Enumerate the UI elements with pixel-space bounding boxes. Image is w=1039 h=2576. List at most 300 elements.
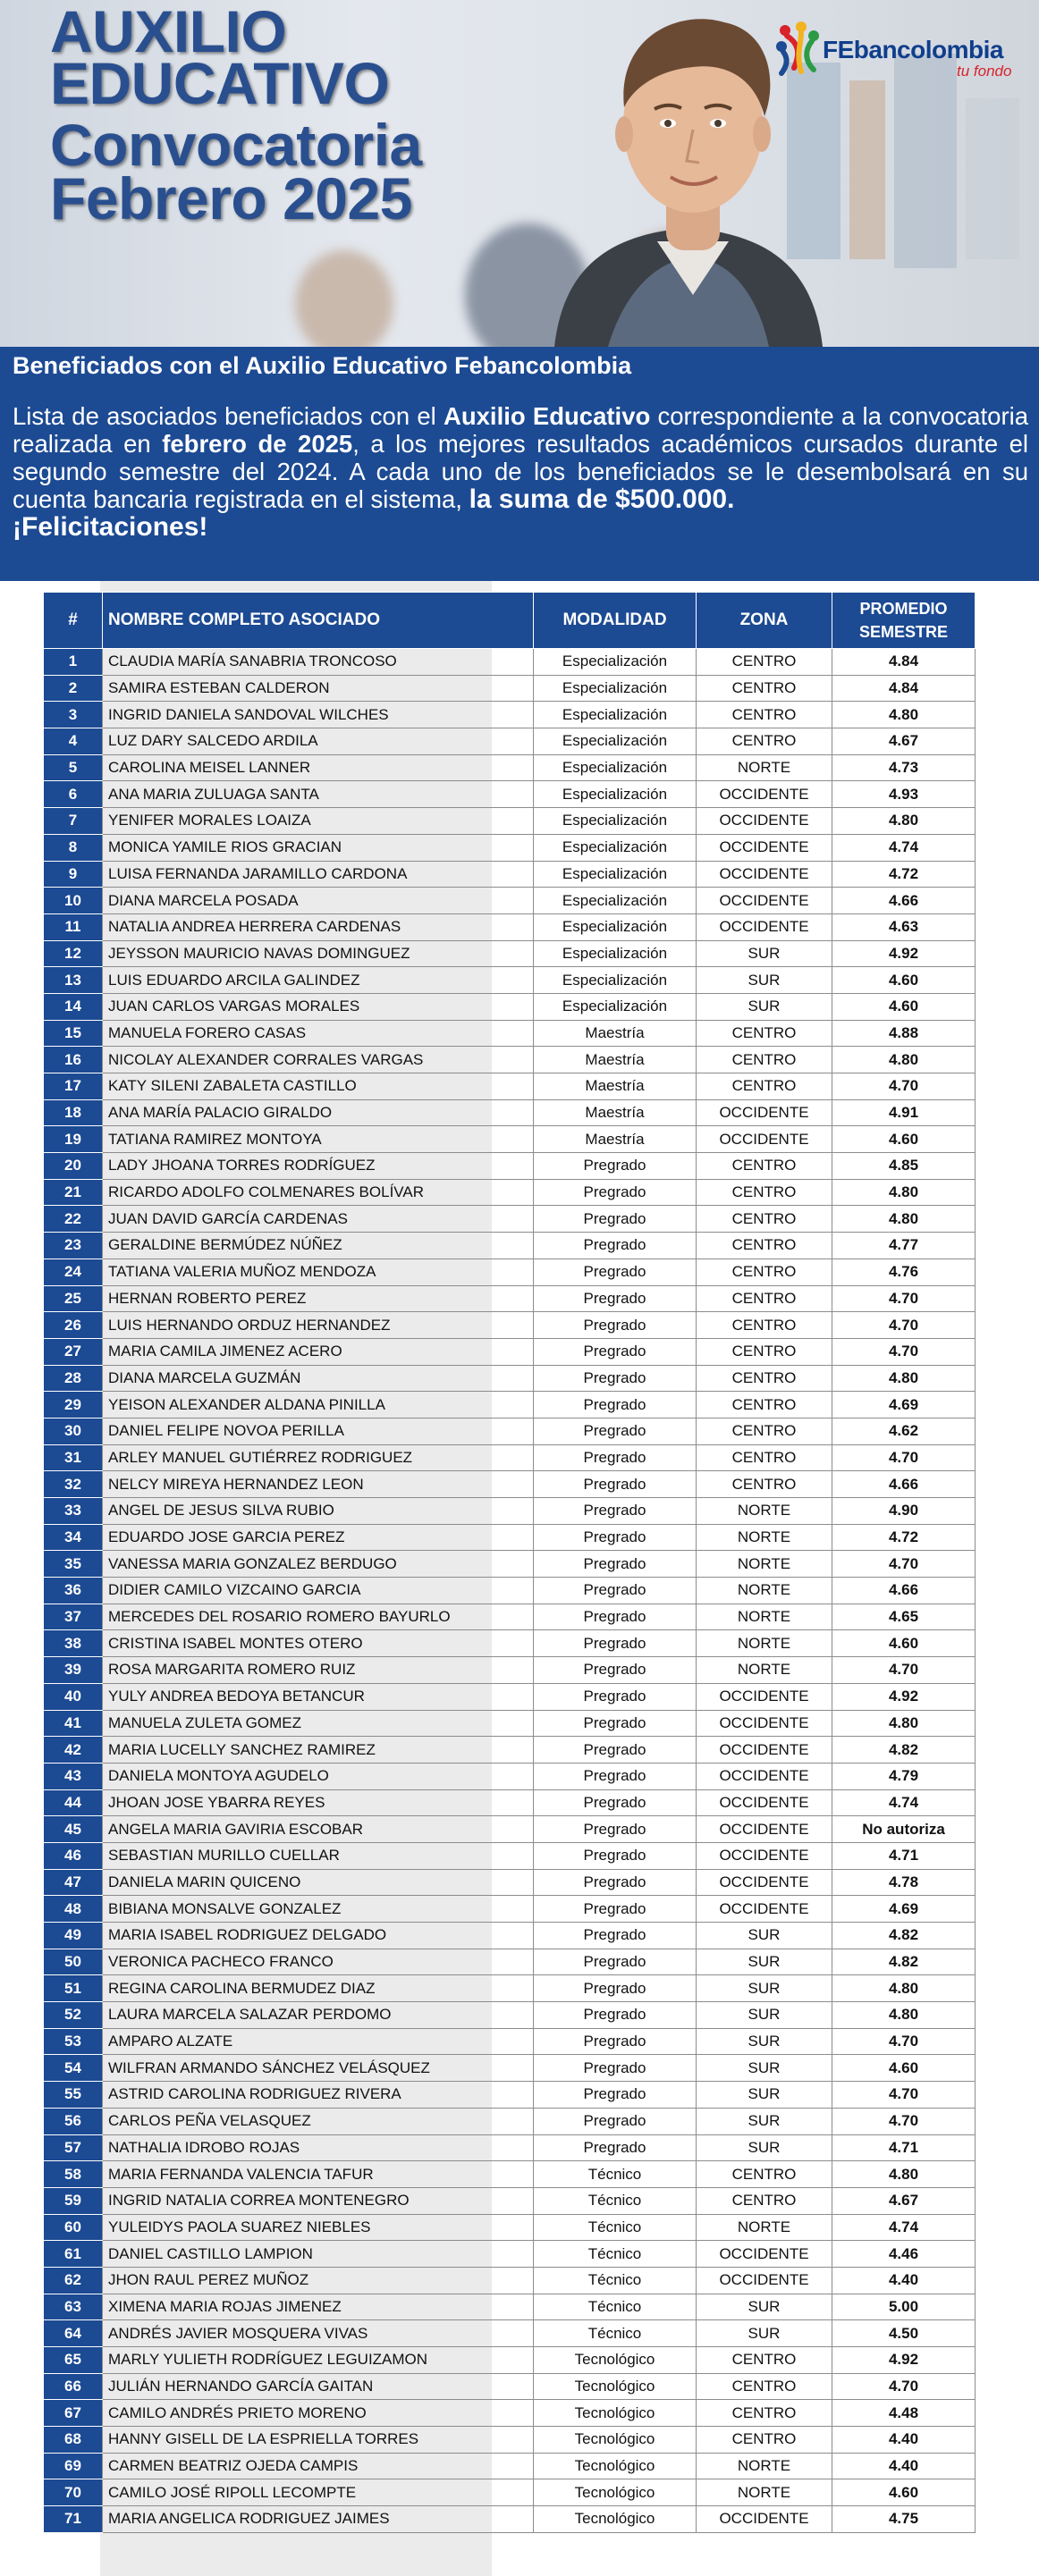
- table-row: [44, 1789, 976, 1816]
- table-row: [44, 649, 976, 676]
- row-name: LUIS HERNANDO ORDUZ HERNANDEZ: [103, 1312, 534, 1339]
- row-name: ROSA MARGARITA ROMERO RUIZ: [103, 1657, 534, 1684]
- row-modalidad: Pregrado: [534, 1789, 697, 1816]
- row-number: 25: [44, 1285, 103, 1312]
- table-row: [44, 728, 976, 755]
- table-row: [44, 1975, 976, 2002]
- row-number: 11: [44, 913, 103, 940]
- row-promedio: 4.79: [832, 1763, 976, 1789]
- row-promedio: 4.60: [832, 967, 976, 994]
- row-zona: SUR: [697, 993, 832, 1020]
- row-name: DIANA MARCELA GUZMÁN: [103, 1365, 534, 1392]
- table-row: [44, 1206, 976, 1233]
- row-modalidad: Especialización: [534, 834, 697, 861]
- row-modalidad: Pregrado: [534, 1498, 697, 1525]
- row-number: 20: [44, 1153, 103, 1180]
- row-zona: NORTE: [697, 2453, 832, 2479]
- table-row: [44, 1578, 976, 1604]
- row-name: JHON RAUL PEREZ MUÑOZ: [103, 2267, 534, 2294]
- row-zona: CENTRO: [697, 2373, 832, 2400]
- row-name: MARIA FERNANDA VALENCIA TAFUR: [103, 2161, 534, 2188]
- row-zona: SUR: [697, 2055, 832, 2082]
- row-zona: NORTE: [697, 1578, 832, 1604]
- row-name: CLAUDIA MARÍA SANABRIA TRONCOSO: [103, 649, 534, 676]
- row-zona: OCCIDENTE: [697, 888, 832, 914]
- table-row: [44, 1551, 976, 1578]
- row-modalidad: Especialización: [534, 754, 697, 781]
- row-modalidad: Pregrado: [534, 1657, 697, 1684]
- table-row: [44, 913, 976, 940]
- row-modalidad: Maestría: [534, 1073, 697, 1100]
- row-name: DIANA MARCELA POSADA: [103, 888, 534, 914]
- row-name: JEYSSON MAURICIO NAVAS DOMINGUEZ: [103, 940, 534, 967]
- row-zona: CENTRO: [697, 1179, 832, 1206]
- row-number: 1: [44, 649, 103, 676]
- row-promedio: 4.70: [832, 2082, 976, 2109]
- row-zona: OCCIDENTE: [697, 834, 832, 861]
- row-promedio: 4.80: [832, 1206, 976, 1233]
- row-name: CAROLINA MEISEL LANNER: [103, 754, 534, 781]
- row-number: 44: [44, 1789, 103, 1816]
- row-name: ANA MARÍA PALACIO GIRALDO: [103, 1099, 534, 1126]
- row-name: GERALDINE BERMÚDEZ NÚÑEZ: [103, 1233, 534, 1259]
- row-modalidad: Especialización: [534, 781, 697, 808]
- row-number: 48: [44, 1896, 103, 1923]
- row-promedio: 4.66: [832, 888, 976, 914]
- row-promedio: 4.70: [832, 1338, 976, 1365]
- row-zona: OCCIDENTE: [697, 1842, 832, 1869]
- row-zona: OCCIDENTE: [697, 1710, 832, 1737]
- row-number: 26: [44, 1312, 103, 1339]
- row-modalidad: Pregrado: [534, 1842, 697, 1869]
- row-modalidad: Pregrado: [534, 2134, 697, 2161]
- row-promedio: 4.88: [832, 1020, 976, 1047]
- row-name: NICOLAY ALEXANDER CORRALES VARGAS: [103, 1047, 534, 1073]
- table-row: [44, 1604, 976, 1630]
- row-modalidad: Pregrado: [534, 1869, 697, 1896]
- row-promedio: 4.46: [832, 2241, 976, 2268]
- table-row: [44, 2400, 976, 2427]
- row-modalidad: Tecnológico: [534, 2479, 697, 2506]
- row-promedio: 4.70: [832, 2108, 976, 2134]
- row-zona: NORTE: [697, 1657, 832, 1684]
- row-name: BIBIANA MONSALVE GONZALEZ: [103, 1896, 534, 1923]
- row-name: NATHALIA IDROBO ROJAS: [103, 2134, 534, 2161]
- row-name: JUAN DAVID GARCÍA CARDENAS: [103, 1206, 534, 1233]
- table-row: [44, 2453, 976, 2479]
- row-name: CAMILO JOSÉ RIPOLL LECOMPTE: [103, 2479, 534, 2506]
- row-number: 58: [44, 2161, 103, 2188]
- row-promedio: 4.80: [832, 2161, 976, 2188]
- row-promedio: 4.80: [832, 2002, 976, 2029]
- row-modalidad: Pregrado: [534, 2108, 697, 2134]
- row-modalidad: Técnico: [534, 2214, 697, 2241]
- row-number: 19: [44, 1126, 103, 1153]
- row-zona: OCCIDENTE: [697, 808, 832, 835]
- row-name: DANIEL FELIPE NOVOA PERILLA: [103, 1418, 534, 1444]
- row-zona: CENTRO: [697, 702, 832, 728]
- row-modalidad: Pregrado: [534, 1551, 697, 1578]
- row-name: YENIFER MORALES LOAIZA: [103, 808, 534, 835]
- row-modalidad: Especialización: [534, 940, 697, 967]
- row-number: 28: [44, 1365, 103, 1392]
- row-number: 39: [44, 1657, 103, 1684]
- row-modalidad: Pregrado: [534, 2002, 697, 2029]
- row-zona: NORTE: [697, 1498, 832, 1525]
- row-zona: SUR: [697, 1949, 832, 1975]
- table-row: [44, 1816, 976, 1843]
- table-row: [44, 2134, 976, 2161]
- row-name: ANA MARIA ZULUAGA SANTA: [103, 781, 534, 808]
- row-number: 65: [44, 2347, 103, 2374]
- row-promedio: 4.77: [832, 1233, 976, 1259]
- row-modalidad: Pregrado: [534, 1949, 697, 1975]
- logo-text: FEbancolombia: [823, 36, 1003, 63]
- row-promedio: 4.70: [832, 1657, 976, 1684]
- row-promedio: 4.85: [832, 1153, 976, 1180]
- table-row: [44, 940, 976, 967]
- row-promedio: 4.70: [832, 2373, 976, 2400]
- row-modalidad: Pregrado: [534, 1365, 697, 1392]
- background-bookshelf: [894, 54, 957, 268]
- row-promedio: 4.70: [832, 1285, 976, 1312]
- row-number: 23: [44, 1233, 103, 1259]
- table-row: [44, 1896, 976, 1923]
- beneficiaries-table: [43, 592, 976, 2533]
- row-zona: CENTRO: [697, 2187, 832, 2214]
- row-modalidad: Especialización: [534, 861, 697, 888]
- table-row: [44, 1392, 976, 1418]
- header-promedio-line: SEMESTRE: [858, 623, 949, 641]
- row-number: 46: [44, 1842, 103, 1869]
- row-promedio: 4.74: [832, 1789, 976, 1816]
- table-row: [44, 2320, 976, 2347]
- row-name: JUAN CARLOS VARGAS MORALES: [103, 993, 534, 1020]
- row-number: 40: [44, 1683, 103, 1710]
- row-zona: CENTRO: [697, 1259, 832, 1285]
- row-number: 2: [44, 675, 103, 702]
- table-header-row: [44, 593, 976, 649]
- title-line: Febrero 2025: [50, 165, 412, 232]
- row-promedio: 4.71: [832, 2134, 976, 2161]
- row-modalidad: Pregrado: [534, 1418, 697, 1444]
- row-promedio: 4.66: [832, 1578, 976, 1604]
- table-row: [44, 1020, 976, 1047]
- row-name: SAMIRA ESTEBAN CALDERON: [103, 675, 534, 702]
- row-name: LADY JHOANA TORRES RODRÍGUEZ: [103, 1153, 534, 1180]
- title-line: EDUCATIVO: [50, 50, 390, 116]
- row-number: 15: [44, 1020, 103, 1047]
- row-modalidad: Especialización: [534, 888, 697, 914]
- row-modalidad: Técnico: [534, 2267, 697, 2294]
- row-promedio: 4.92: [832, 940, 976, 967]
- table-row: [44, 1471, 976, 1498]
- row-zona: CENTRO: [697, 1444, 832, 1471]
- table-row: [44, 2241, 976, 2268]
- row-number: 52: [44, 2002, 103, 2029]
- row-number: 43: [44, 1763, 103, 1789]
- row-number: 41: [44, 1710, 103, 1737]
- row-promedio: 4.84: [832, 675, 976, 702]
- table-row: [44, 1073, 976, 1100]
- row-name: SEBASTIAN MURILLO CUELLAR: [103, 1842, 534, 1869]
- row-zona: CENTRO: [697, 1153, 832, 1180]
- intro-banner: [0, 347, 1039, 581]
- row-name: YULY ANDREA BEDOYA BETANCUR: [103, 1683, 534, 1710]
- row-name: MARLY YULIETH RODRÍGUEZ LEGUIZAMON: [103, 2347, 534, 2374]
- row-promedio: 4.70: [832, 1551, 976, 1578]
- row-number: 9: [44, 861, 103, 888]
- row-name: NELCY MIREYA HERNANDEZ LEON: [103, 1471, 534, 1498]
- row-zona: CENTRO: [697, 1471, 832, 1498]
- logo-tagline: tu fondo: [957, 63, 1012, 80]
- row-zona: OCCIDENTE: [697, 2241, 832, 2268]
- table-row: [44, 2373, 976, 2400]
- row-zona: CENTRO: [697, 2347, 832, 2374]
- row-name: MANUELA ZULETA GOMEZ: [103, 1710, 534, 1737]
- table-row: [44, 1763, 976, 1789]
- row-number: 8: [44, 834, 103, 861]
- row-name: MARIA LUCELLY SANCHEZ RAMIREZ: [103, 1737, 534, 1764]
- row-number: 35: [44, 1551, 103, 1578]
- row-modalidad: Tecnológico: [534, 2400, 697, 2427]
- table-row: [44, 1524, 976, 1551]
- row-zona: OCCIDENTE: [697, 1816, 832, 1843]
- row-name: KATY SILENI ZABALETA CASTILLO: [103, 1073, 534, 1100]
- row-promedio: 4.60: [832, 2055, 976, 2082]
- row-number: 38: [44, 1630, 103, 1657]
- table-row: [44, 1630, 976, 1657]
- row-modalidad: Pregrado: [534, 1524, 697, 1551]
- row-modalidad: Especialización: [534, 728, 697, 755]
- row-modalidad: Pregrado: [534, 1604, 697, 1630]
- row-zona: OCCIDENTE: [697, 781, 832, 808]
- row-name: ASTRID CAROLINA RODRIGUEZ RIVERA: [103, 2082, 534, 2109]
- row-zona: NORTE: [697, 754, 832, 781]
- intro-text-bold: febrero de 2025: [162, 430, 353, 458]
- row-promedio: 4.40: [832, 2453, 976, 2479]
- row-name: HANNY GISELL DE LA ESPRIELLA TORRES: [103, 2427, 534, 2454]
- row-number: 64: [44, 2320, 103, 2347]
- row-number: 6: [44, 781, 103, 808]
- table-row: [44, 1179, 976, 1206]
- row-number: 14: [44, 993, 103, 1020]
- row-name: TATIANA VALERIA MUÑOZ MENDOZA: [103, 1259, 534, 1285]
- row-zona: OCCIDENTE: [697, 1789, 832, 1816]
- row-promedio: 5.00: [832, 2294, 976, 2320]
- beneficiaries-table-wrapper: [43, 592, 975, 2533]
- table-row: [44, 1285, 976, 1312]
- title-line: Convocatoria: [50, 112, 422, 178]
- table-row: [44, 1498, 976, 1525]
- row-modalidad: Especialización: [534, 649, 697, 676]
- table-row: [44, 2214, 976, 2241]
- row-promedio: 4.71: [832, 1842, 976, 1869]
- table-row: [44, 1365, 976, 1392]
- table-row: [44, 2108, 976, 2134]
- row-name: YEISON ALEXANDER ALDANA PINILLA: [103, 1392, 534, 1418]
- table-row: [44, 2479, 976, 2506]
- row-modalidad: Maestría: [534, 1126, 697, 1153]
- row-number: 13: [44, 967, 103, 994]
- row-zona: SUR: [697, 2134, 832, 2161]
- row-zona: OCCIDENTE: [697, 913, 832, 940]
- background-person: [295, 250, 393, 347]
- background-bookshelf: [966, 98, 1019, 259]
- row-promedio: 4.82: [832, 1949, 976, 1975]
- row-number: 12: [44, 940, 103, 967]
- table-row: [44, 1737, 976, 1764]
- row-modalidad: Especialización: [534, 675, 697, 702]
- row-number: 70: [44, 2479, 103, 2506]
- title-line: AUXILIO: [50, 0, 287, 64]
- row-number: 63: [44, 2294, 103, 2320]
- row-number: 5: [44, 754, 103, 781]
- row-promedio: 4.66: [832, 1471, 976, 1498]
- row-number: 62: [44, 2267, 103, 2294]
- row-zona: OCCIDENTE: [697, 1099, 832, 1126]
- table-row: [44, 2506, 976, 2533]
- row-zona: OCCIDENTE: [697, 1869, 832, 1896]
- row-modalidad: Técnico: [534, 2187, 697, 2214]
- row-promedio: 4.72: [832, 861, 976, 888]
- row-promedio: 4.74: [832, 834, 976, 861]
- header-promedio-line: PROMEDIO: [859, 600, 948, 618]
- row-number: 21: [44, 1179, 103, 1206]
- row-zona: OCCIDENTE: [697, 861, 832, 888]
- row-zona: NORTE: [697, 1551, 832, 1578]
- row-number: 53: [44, 2028, 103, 2055]
- row-number: 45: [44, 1816, 103, 1843]
- row-number: 55: [44, 2082, 103, 2109]
- row-zona: OCCIDENTE: [697, 1737, 832, 1764]
- page-title: [50, 0, 422, 232]
- row-promedio: 4.90: [832, 1498, 976, 1525]
- hero-banner: [0, 0, 1039, 347]
- row-zona: OCCIDENTE: [697, 1763, 832, 1789]
- row-modalidad: Pregrado: [534, 1710, 697, 1737]
- table-row: [44, 1153, 976, 1180]
- row-number: 18: [44, 1099, 103, 1126]
- row-number: 60: [44, 2214, 103, 2241]
- table-row: [44, 781, 976, 808]
- row-zona: NORTE: [697, 1630, 832, 1657]
- row-zona: SUR: [697, 967, 832, 994]
- table-row: [44, 1126, 976, 1153]
- table-row: [44, 2347, 976, 2374]
- row-zona: CENTRO: [697, 728, 832, 755]
- row-zona: CENTRO: [697, 1285, 832, 1312]
- row-promedio: 4.69: [832, 1392, 976, 1418]
- table-row: [44, 808, 976, 835]
- table-row: [44, 993, 976, 1020]
- row-number: 56: [44, 2108, 103, 2134]
- row-number: 61: [44, 2241, 103, 2268]
- table-row: [44, 1338, 976, 1365]
- row-modalidad: Pregrado: [534, 1471, 697, 1498]
- row-zona: SUR: [697, 2294, 832, 2320]
- row-number: 34: [44, 1524, 103, 1551]
- row-zona: NORTE: [697, 1524, 832, 1551]
- amount-text: la suma de $500.000.: [469, 484, 735, 514]
- row-modalidad: Pregrado: [534, 1816, 697, 1843]
- row-number: 54: [44, 2055, 103, 2082]
- row-promedio: 4.60: [832, 1126, 976, 1153]
- row-zona: NORTE: [697, 2479, 832, 2506]
- row-modalidad: Tecnológico: [534, 2453, 697, 2479]
- row-name: CRISTINA ISABEL MONTES OTERO: [103, 1630, 534, 1657]
- table-row: [44, 1233, 976, 1259]
- table-row: [44, 2267, 976, 2294]
- row-modalidad: Pregrado: [534, 1630, 697, 1657]
- row-number: 3: [44, 702, 103, 728]
- intro-text-bold: Auxilio Educativo: [443, 402, 651, 430]
- row-promedio: 4.48: [832, 2400, 976, 2427]
- row-name: ANGEL DE JESUS SILVA RUBIO: [103, 1498, 534, 1525]
- row-promedio: 4.60: [832, 1630, 976, 1657]
- table-row: [44, 1869, 976, 1896]
- row-modalidad: Pregrado: [534, 1392, 697, 1418]
- row-zona: CENTRO: [697, 1206, 832, 1233]
- row-zona: CENTRO: [697, 2400, 832, 2427]
- row-number: 51: [44, 1975, 103, 2002]
- row-number: 29: [44, 1392, 103, 1418]
- row-promedio: 4.70: [832, 1444, 976, 1471]
- row-promedio: 4.62: [832, 1418, 976, 1444]
- row-zona: CENTRO: [697, 2161, 832, 2188]
- row-modalidad: Especialización: [534, 808, 697, 835]
- row-name: LAURA MARCELA SALAZAR PERDOMO: [103, 2002, 534, 2029]
- row-zona: CENTRO: [697, 1365, 832, 1392]
- row-promedio: 4.80: [832, 1047, 976, 1073]
- row-name: REGINA CAROLINA BERMUDEZ DIAZ: [103, 1975, 534, 2002]
- row-number: 36: [44, 1578, 103, 1604]
- row-modalidad: Pregrado: [534, 1206, 697, 1233]
- table-row: [44, 702, 976, 728]
- intro-paragraph: [13, 402, 1028, 541]
- row-promedio: 4.73: [832, 754, 976, 781]
- row-zona: SUR: [697, 2002, 832, 2029]
- table-row: [44, 2002, 976, 2029]
- row-modalidad: Tecnológico: [534, 2373, 697, 2400]
- table-row: [44, 834, 976, 861]
- row-number: 67: [44, 2400, 103, 2427]
- row-name: HERNAN ROBERTO PEREZ: [103, 1285, 534, 1312]
- row-modalidad: Especialización: [534, 702, 697, 728]
- row-name: CARMEN BEATRIZ OJEDA CAMPIS: [103, 2453, 534, 2479]
- table-row: [44, 1047, 976, 1073]
- row-number: 10: [44, 888, 103, 914]
- row-zona: CENTRO: [697, 1047, 832, 1073]
- row-modalidad: Pregrado: [534, 1444, 697, 1471]
- row-promedio: 4.40: [832, 2427, 976, 2454]
- row-name: DANIELA MARIN QUICENO: [103, 1869, 534, 1896]
- section-heading: Beneficiados con el Auxilio Educativo Febancolombia: [13, 352, 632, 379]
- row-zona: SUR: [697, 2082, 832, 2109]
- table-row: [44, 888, 976, 914]
- row-name: MARIA CAMILA JIMENEZ ACERO: [103, 1338, 534, 1365]
- row-promedio: 4.60: [832, 993, 976, 1020]
- row-name: CAMILO ANDRÉS PRIETO MORENO: [103, 2400, 534, 2427]
- row-modalidad: Técnico: [534, 2320, 697, 2347]
- row-zona: CENTRO: [697, 1073, 832, 1100]
- row-number: 16: [44, 1047, 103, 1073]
- row-modalidad: Especialización: [534, 913, 697, 940]
- intro-text: Lista de asociados beneficiados con el: [13, 402, 443, 430]
- row-zona: CENTRO: [697, 1338, 832, 1365]
- congratulations-text: ¡Felicitaciones!: [13, 512, 208, 542]
- row-number: 7: [44, 808, 103, 835]
